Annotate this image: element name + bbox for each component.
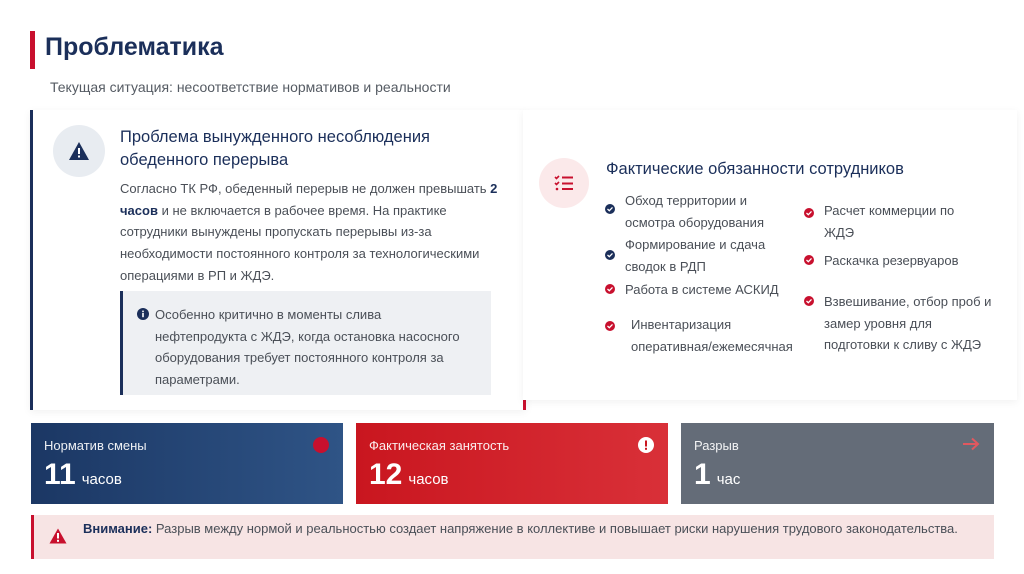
stat-card-norm [31, 423, 343, 504]
warning-triangle-icon [49, 528, 67, 549]
warning-banner [31, 515, 994, 559]
stat-card-actual [356, 423, 668, 504]
warning-icon [53, 125, 105, 177]
stat-value: 1 час [694, 458, 741, 491]
problem-description: Согласно ТК РФ, обеденный перерыв не должен превышать 2 часов и не включается в рабочее время. На практике сотрудники вынуждены пропускать перерывы из-за необходимости постоянного контроля за технологическими операциями в РП и ЖДЭ. [120, 181, 498, 283]
check-icon [804, 255, 814, 265]
duties-card [523, 110, 1017, 400]
duty-item: Расчет коммерции по ЖДЭ [804, 200, 974, 243]
duty-item: Обход территории и осмотра оборудования [605, 190, 785, 233]
stat-label: Разрыв [694, 438, 739, 453]
duty-item: Работа в системе АСКИД [605, 279, 805, 301]
problem-card [30, 110, 526, 410]
duty-item: Формирование и сдача сводок в РДП [605, 234, 785, 277]
duty-item: Инвентаризация оперативная/ежемесячная [605, 314, 805, 357]
arrow-right-icon [962, 437, 980, 456]
stat-value: 12 часов [369, 458, 449, 491]
duty-item: Раскачка резервуаров [804, 250, 994, 272]
title-accent-bar [30, 31, 35, 69]
stat-card-gap [681, 423, 994, 504]
critical-note-text: Особенно критично в моменты слива нефтепродукта с ЖДЭ, когда остановка насосного оборудования требует постоянного контроля за параметрами. [155, 307, 460, 387]
duties-title: Фактические обязанности сотрудников [606, 160, 904, 178]
checklist-icon [539, 158, 589, 208]
check-icon [605, 204, 615, 214]
check-icon [605, 250, 615, 260]
info-icon [137, 307, 149, 325]
stat-label: Норматив смены [44, 438, 147, 453]
critical-note [120, 291, 491, 395]
check-icon [605, 321, 615, 331]
problem-title: Проблема вынужденного несоблюдения обеденного перерыва [120, 128, 430, 169]
page-subtitle: Текущая ситуация: несоответствие нормативов и реальности [50, 79, 451, 95]
stat-value: 11 часов [44, 458, 122, 491]
duty-item: Взвешивание, отбор проб и замер уровня для подготовки к сливу с ЖДЭ [804, 291, 994, 356]
check-icon [804, 208, 814, 218]
break-limit-value: 2 часов [120, 181, 498, 218]
page-title: Проблематика [45, 33, 224, 61]
exclamation-circle-icon [638, 437, 654, 458]
warning-text: Внимание: Разрыв между нормой и реальностью создает напряжение в коллективе и повышает риски нарушения трудового законодательства. [83, 521, 958, 536]
alert-dot-icon [313, 437, 329, 458]
stat-label: Фактическая занятость [369, 438, 510, 453]
check-icon [605, 284, 615, 294]
check-icon [804, 296, 814, 306]
